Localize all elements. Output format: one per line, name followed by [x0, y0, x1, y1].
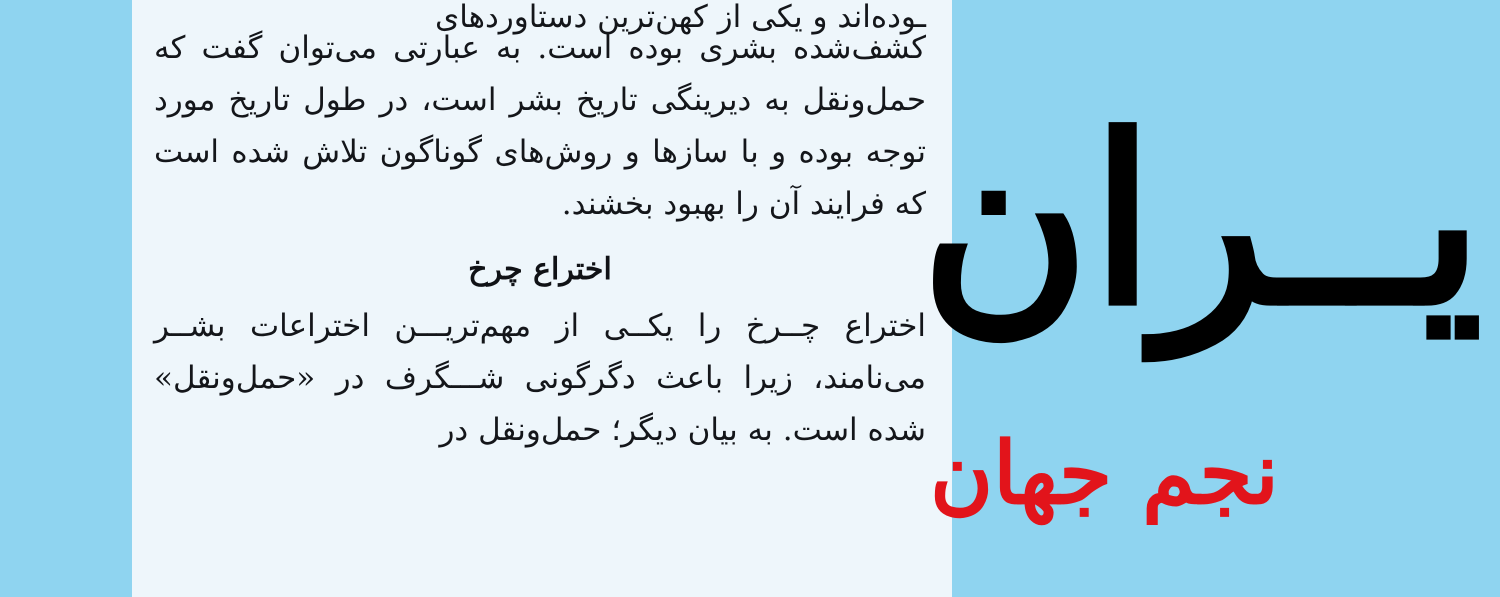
left-background-band [0, 0, 132, 597]
paragraph-history: کشف‌شده بشری بوده است. به عبارتی می‌توان گفت که حمل‌ونقل به دیرینگی تاریخ بشر است، در طول تاریخ مورد توجه بوده و با سازها و روش‌های گوناگون تلاش شده است که فرایند آن را بهبود بخشند. [154, 30, 926, 222]
display-title-block [920, 0, 1500, 597]
text-column [132, 0, 952, 597]
paragraph-wheel: اختراع چــرخ را یکــی از مهم‌تریـــن اختراعات بشــر می‌نامند، زیرا باعث دگرگونی شـــگرف در «حمل‌ونقل» شده است. به بیان دیگر؛ حمل‌ونقل در [154, 308, 926, 448]
display-title-subtitle: نجم جهان [930, 423, 1279, 524]
section-heading-wheel-invention: اختراع چرخ [468, 252, 612, 287]
display-title-main: یــران [920, 84, 1484, 357]
clipped-top-line: ـوده‌اند و یکی از کهن‌ترین دستاوردهای [434, 0, 926, 35]
